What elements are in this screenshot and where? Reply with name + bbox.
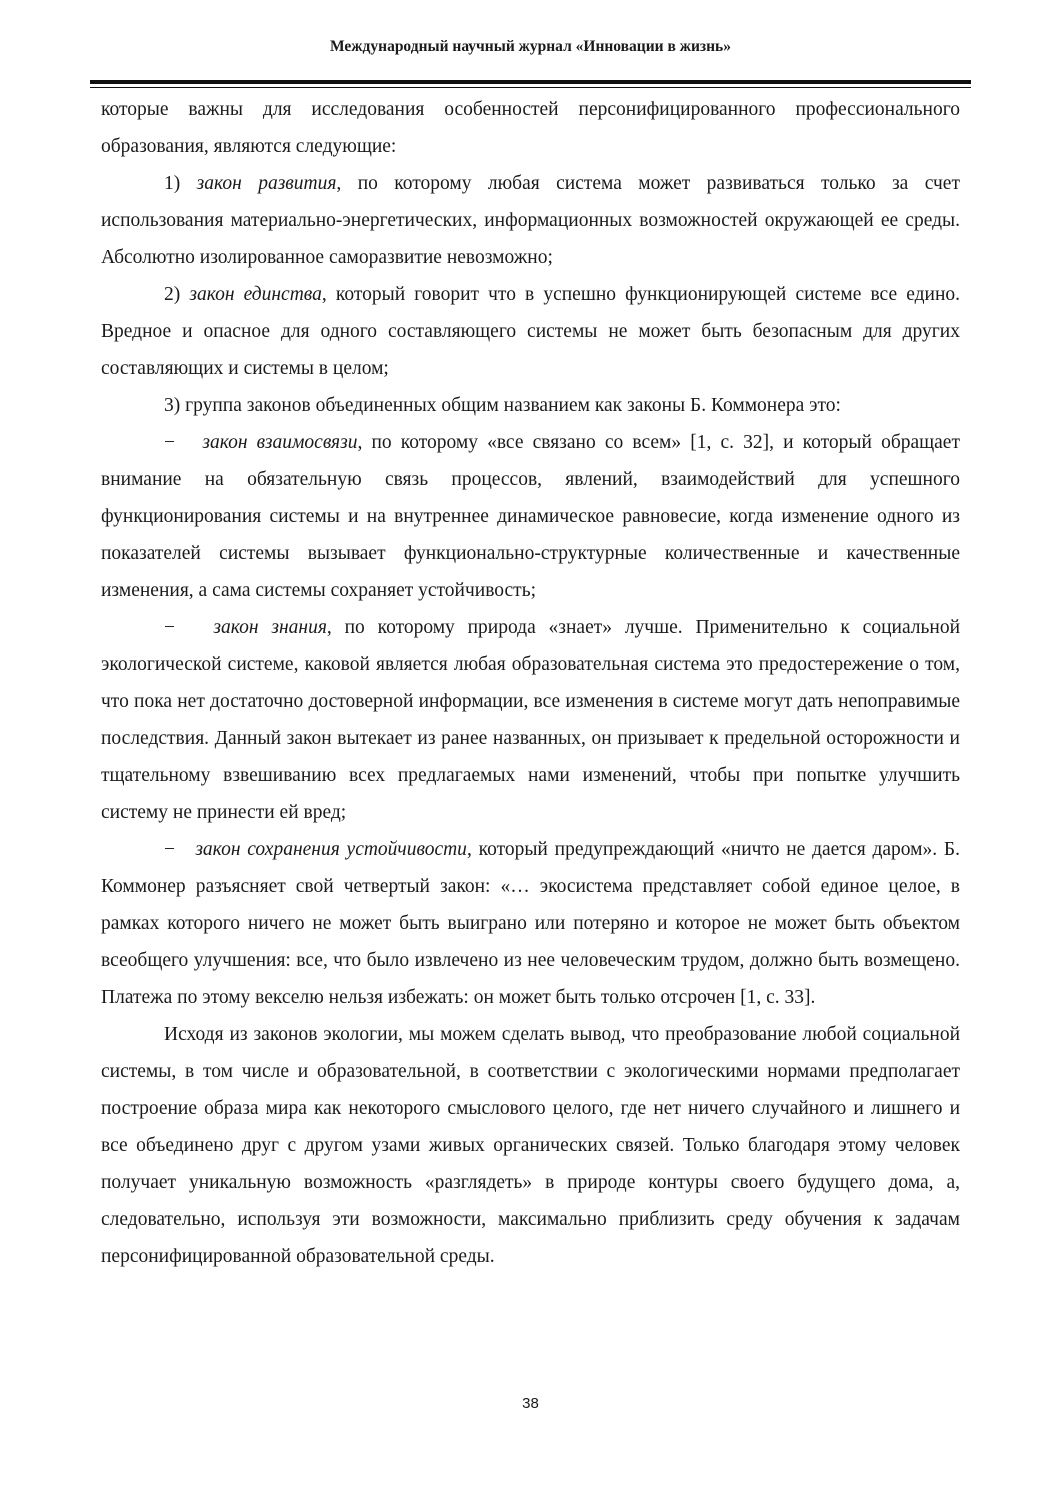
list-item-2 — [101, 276, 960, 387]
header-rule-thin — [90, 87, 971, 88]
dash-marker: − — [164, 432, 203, 453]
list-item-text: , по которому любая система может развиваться только за счет использования материально-энергетических, информационных возможностей окружающей ее среды. Абсолютно изолированное саморазвитие невозможно; — [101, 173, 960, 268]
list-marker: 3) — [164, 395, 186, 416]
list-marker: 1) — [164, 173, 197, 194]
list-item-1 — [101, 165, 960, 276]
sub-item-stability — [101, 831, 960, 1016]
list-item-3 — [101, 387, 960, 424]
sub-item-interconnection — [101, 424, 960, 609]
law-term: закон знания — [213, 617, 327, 638]
list-item-text: , который говорит что в успешно функционирующей системе все едино. Вредное и опасное для одного составляющего системы не может быть безопасным для других составляющих и системы в целом; — [101, 284, 961, 379]
sub-item-text: , по которому «все связано со всем» [1, с. 32], и который обращает внимание на обязательную связь процессов, явлений, взаимодействий для успешного функционирования системы и на внутреннее динамическое равновесие, когда изменение одного из показателей системы вызывает функционально-структурные количественные и качественные изменения, а сама системы сохраняет устойчивость; — [101, 432, 960, 601]
article-body — [101, 91, 960, 1275]
header-rule-thick — [90, 80, 971, 84]
list-marker: 2) — [164, 284, 190, 305]
journal-header: Международный научный журнал «Инновации в жизнь» — [330, 38, 731, 55]
intro-paragraph: которые важны для исследования особенностей персонифицированного профессионального образования, являются следующие: — [101, 99, 960, 157]
list-item-text: группа законов объединенных общим названием как законы Б. Коммонера это: — [185, 395, 841, 416]
dash-marker: − — [164, 617, 214, 638]
law-term: закон развития — [196, 173, 337, 194]
law-term: закон единства — [189, 284, 322, 305]
sub-item-text: , который предупреждающий «ничто не дается даром». Б. Коммонер разъясняет свой четвертый закон: «… экосистема представляет собой единое целое, в рамках которого ничего не может быть выиграно или потеряно и которое не может быть объектом всеобщего улучшения: все, что было извлечено из нее человеческим трудом, должно быть возмещено. Платежа по этому векселю нельзя избежать: он может быть только отсрочен [1, с. 33]. — [101, 839, 960, 1008]
law-term: закон сохранения устойчивости — [195, 839, 467, 860]
dash-marker: − — [164, 839, 196, 860]
sub-item-text: , по которому природа «знает» лучше. Применительно к социальной экологической системе, каковой является любая образовательная система это предостережение о том, что пока нет достаточно достоверной информации, все изменения в системе могут дать непоправимые последствия. Данный закон вытекает из ранее названных, он призывает к предельной осторожности и тщательному взвешиванию всех предлагаемых нами изменений, чтобы при попытке улучшить систему не принести ей вред; — [101, 617, 961, 823]
conclusion-paragraph: Исходя из законов экологии, мы можем сделать вывод, что преобразование любой социальной системы, в том числе и образовательной, в соответствии с экологическими нормами предполагает построение образа мира как некоторого смыслового целого, где нет ничего случайного и лишнего и все объединено друг с другом узами живых органических связей. Только благодаря этому человек получает уникальную возможность «разглядеть» в природе контуры своего будущего дома, а, следовательно, используя эти возможности, максимально приблизить среду обучения к задачам персонифицированной образовательной среды. — [101, 1024, 960, 1267]
sub-item-knowledge — [101, 609, 960, 831]
page-number: 38 — [522, 1395, 539, 1412]
law-term: закон взаимосвязи — [202, 432, 358, 453]
